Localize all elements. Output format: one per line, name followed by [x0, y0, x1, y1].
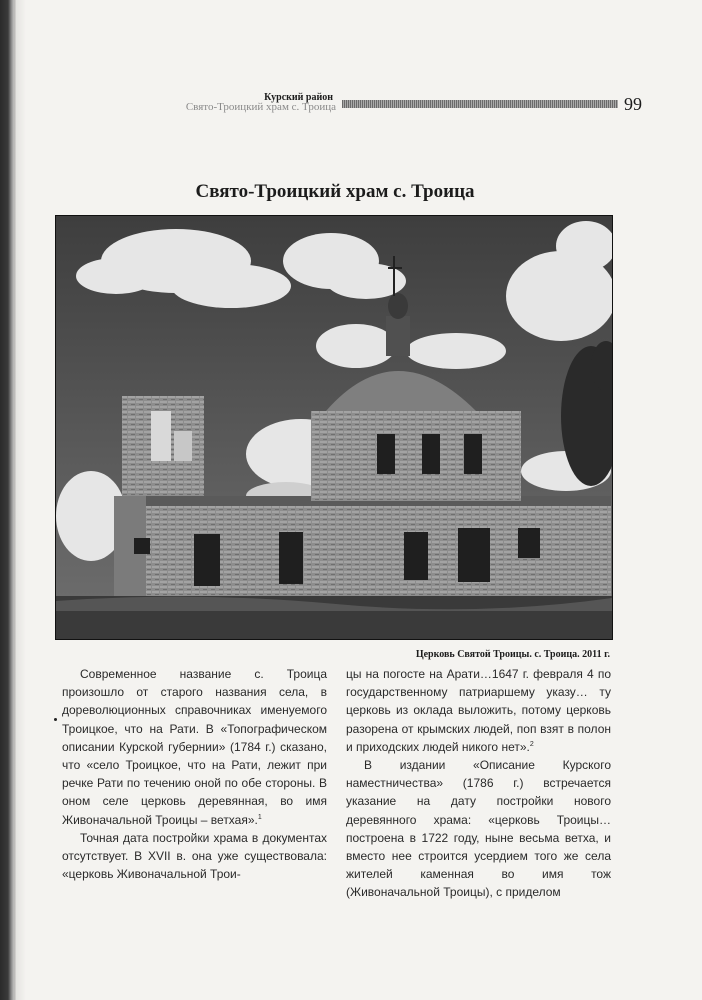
footnote-ref-2[interactable]: 2: [529, 740, 534, 748]
scan-speck: [54, 718, 57, 721]
article-title: Свято-Троицкий храм с. Троица: [195, 181, 475, 202]
header-rule: [342, 100, 618, 108]
paragraph-3: В издании «Описание Курского наместничества» (1786 г.) встречается указание на дату постройки нового деревянного храма: «церковь Троицы… построена в 1722 году, ныне весьма ветха, и вместо нее строится усердием того же села жителей каменная во имя тож (Живоначальной Троицы), с приделом: [346, 758, 611, 900]
paragraph-1: [62, 665, 327, 829]
paragraph-1-text: Современное название с. Троица произошло от старого названия села, в дореволюционных справочниках именуемого Троицкое, что на Рати. В «Топографическом описании Курской губернии» (1784 г.) сказано, что «село Троицкое, что на Рати, лежит при речке Рати по течению оной по обе стороны. В оном селе церковь деревянная, во имя Живоначальной Троицы – ветхая».: [62, 667, 327, 827]
running-header-subtitle: Свято-Троицкий храм с. Троица: [185, 101, 336, 113]
text-column-left: [62, 665, 327, 883]
scan-shadow: [14, 0, 26, 1000]
paragraph-2-start: Точная дата постройки храма в документах отсутствует. В XVII в. она уже существовала: «церковь Живоначальной Трои-: [62, 830, 327, 882]
text-column-right: [346, 665, 611, 902]
running-header-section: Курский район: [264, 92, 333, 103]
page-number: 99: [624, 94, 642, 114]
paragraph-2-end: цы на погосте на Арати…1647 г. февраля 4 по государственному патриаршему указу… ту церковь из оклада выложить, потому церковь разорена от крымских людей, поп взят в полон и приходских людей никого нет».$^2$: [346, 667, 611, 754]
church-photo: [55, 215, 613, 640]
figure-caption: Церковь Святой Троицы. с. Троица. 2011 г.: [415, 649, 610, 660]
footnote-ref-1[interactable]: 1: [257, 813, 262, 821]
